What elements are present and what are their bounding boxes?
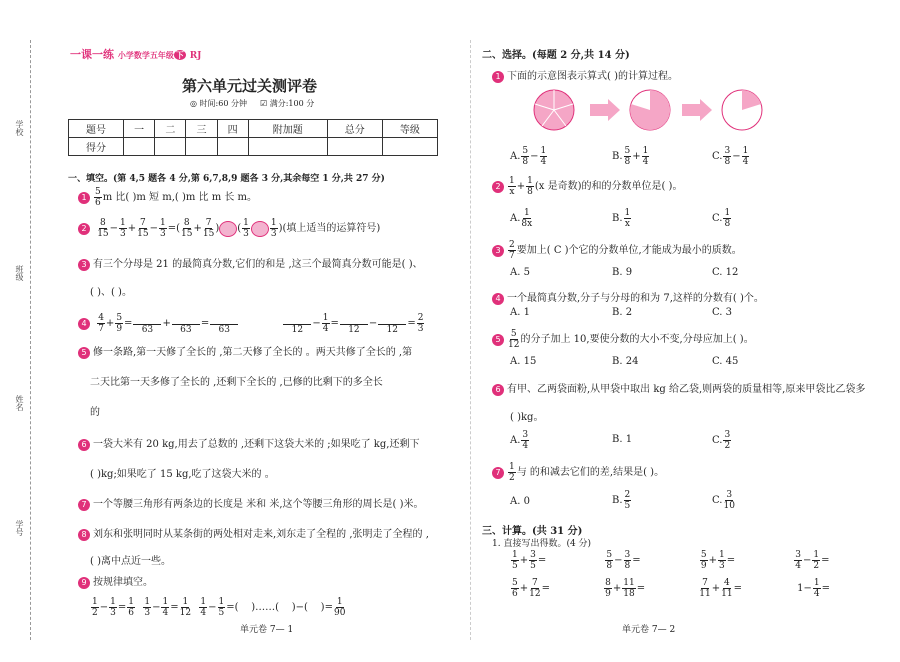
q3: 3 有三个分母是 21 的最简真分数,它们的和是 ,这三个最简真分数可能是( )、	[78, 255, 423, 271]
pie-diagram	[530, 88, 770, 134]
r-q7-opt-a: A. 0	[510, 496, 530, 507]
calc-row-2: $\frac{5}{6}$ + $\frac{7}{12}$ = $\frac{8}{9}$ + $\frac{11}{18}$ = $\frac{7}{11}$ + $\frac{4}{11}$ = 1− $\frac{1}{4}$ =	[512, 578, 831, 599]
r-q5-opt-b: B. 24	[612, 356, 639, 367]
r-q4: 4 一个最简真分数,分子与分母的和为 7,这样的分数有( )个。	[492, 289, 764, 305]
q5: 5 修一条路,第一天修了全长的 ,第二天修了全长的 。两天共修了全长的 ,第	[78, 343, 412, 359]
arrow-icon	[682, 99, 712, 121]
r-q3-opt-c: C. 12	[712, 267, 739, 278]
r-q5: 5 $\frac{5}{12}$ 的分子加上 10,要使分数的大小不变,分母应加上( )。	[492, 329, 754, 350]
r-q6-b: ( )kg。	[510, 412, 544, 423]
r-q2: 2 $\frac{1}{x}$ + $\frac{1}{8}$ (x 是奇数)的和的分数单位是( )。	[492, 176, 682, 197]
page-divider	[470, 40, 471, 640]
q9-sequence: $\frac{1}{2}$ − $\frac{1}{3}$ = $\frac{1}{6}$ $\frac{1}{3}$ − $\frac{1}{4}$ = $\frac{1}{12}$ $\frac{1}{4}$ − $\frac{1}{5}$ =( )……( )−( )= $\frac{1}{90}$	[92, 597, 346, 618]
q4: 4 $\frac{4}{7}$ + $\frac{5}{9}$ = 63 + 63 = 63 12 − $\frac{1}{4}$ = 12 − 12 = $\frac{2}{3}$	[78, 312, 425, 335]
r-q2-opt-c: C. $\frac{1}{8}$	[712, 208, 731, 229]
r-q6: 6 有甲、乙两袋面粉,从甲袋中取出 kg 给乙袋,则两袋的质量相等,原来甲袋比乙袋多	[492, 380, 865, 396]
brand-logo: 一课一练 小学数学五年级 下 RJ	[70, 48, 202, 61]
r-q3-opt-a: A. 5	[510, 267, 530, 278]
q1: 1 $\frac{5}{6}$ m 比( )m 短 m,( )m 比 m 长 m。	[78, 187, 257, 208]
pie-3	[722, 90, 762, 130]
r-q4-opt-a: A. 1	[510, 307, 530, 318]
school-label: 学校	[15, 120, 24, 136]
r-q1-opt-c: C. $\frac{3}{8}$ − $\frac{1}{4}$	[712, 146, 749, 167]
calc-row-1: $\frac{1}{5}$ + $\frac{3}{5}$ = $\frac{5}{8}$ − $\frac{3}{8}$ = $\frac{5}{9}$ + $\frac{1}{3}$ = $\frac{3}{4}$ − $\frac{1}{2}$ =	[512, 550, 830, 571]
r-q7-opt-c: C. $\frac{3}{10}$	[712, 490, 735, 511]
right-footer: 单元卷 7— 2	[622, 625, 676, 635]
r-q5-opt-c: C. 45	[712, 356, 739, 367]
name-label: 姓名	[15, 395, 24, 411]
q9: 9 按规律填空。	[78, 573, 153, 589]
section-1-title: 一、填空。(第 4,5 题各 4 分,第 6,7,8,9 题各 3 分,其余每空 1 分,共 27 分)	[68, 174, 385, 184]
q2: 2 $\frac{8}{15}$ − $\frac{1}{3}$ + $\frac{7}{15}$ − $\frac{1}{3}$ =( $\frac{8}{15}$ + $\frac{7}{15}$ ) ( $\frac{1}{3}$ $\frac{1}{3}$ )(填上适当的运算符号)	[78, 218, 380, 239]
r-q1-opt-b: B. $\frac{5}{8}$ + $\frac{1}{4}$	[612, 146, 649, 167]
q5-c: 的	[90, 407, 100, 418]
r-q6-opt-c: C. $\frac{3}{2}$	[712, 430, 731, 451]
r-q3-opt-b: B. 9	[612, 267, 633, 278]
r-q6-opt-b: B. 1	[612, 434, 633, 445]
time-label: ◎ 时间:60 分钟	[190, 99, 247, 108]
left-footer: 单元卷 7— 1	[240, 625, 294, 635]
binding-line	[30, 40, 32, 640]
q7: 7 一个等腰三角形有两条边的长度是 米和 米,这个等腰三角形的周长是( )米。	[78, 495, 424, 511]
id-label: 学号	[15, 520, 24, 536]
arrow-icon	[590, 99, 620, 121]
q6: 6 一袋大米有 20 kg,用去了总数的 ,还剩下这袋大米的 ;如果吃了 kg,还剩下	[78, 435, 419, 451]
r-q3: 3 $\frac{2}{7}$ 要加上( C )个它的分数单位,才能成为最小的质数。	[492, 240, 742, 261]
r-q6-opt-a: A. $\frac{3}{4}$	[510, 430, 529, 451]
r-q2-opt-b: B. $\frac{1}{x}$	[612, 208, 631, 229]
q8-b: ( )离中点近一些。	[90, 556, 171, 567]
section-2-title: 二、选择。(每题 2 分,共 14 分)	[482, 50, 630, 61]
pie-1	[534, 90, 574, 130]
score-label: ☑ 满分:100 分	[260, 99, 315, 108]
r-q4-opt-c: C. 3	[712, 307, 733, 318]
q8: 8 刘东和张明同时从某条街的两处相对走来,刘东走了全程的 ,张明走了全程的 ,	[78, 525, 429, 541]
calc-1-title: 1. 直接写出得数。(4 分)	[492, 539, 592, 549]
r-q1-opt-a: A. $\frac{5}{8}$ − $\frac{1}{4}$	[510, 146, 547, 167]
pie-2	[630, 90, 670, 130]
q6-b: ( )kg;如果吃了 15 kg,吃了这袋大米的 。	[90, 469, 275, 480]
r-q7-opt-b: B. $\frac{2}{5}$	[612, 490, 631, 511]
r-q5-opt-a: A. 15	[510, 356, 537, 367]
r-q7: 7 $\frac{1}{2}$ 与 的和减去它们的差,结果是( )。	[492, 462, 664, 483]
r-q2-opt-a: A. $\frac{1}{8x}$	[510, 208, 533, 229]
r-q1: 1 下面的示意图表示算式( )的计算过程。	[492, 67, 678, 83]
class-label: 班级	[15, 265, 24, 281]
section-3-title: 三、计算。(共 31 分)	[482, 526, 583, 537]
q5-b: 二天比第一天多修了全长的 ,还剩下全长的 ,已修的比剩下的多全长	[90, 377, 383, 388]
page-title: 第六单元过关测评卷	[182, 77, 318, 95]
q3-cont: ( )、( )。	[90, 287, 132, 298]
r-q4-opt-b: B. 2	[612, 307, 633, 318]
score-table: 题号 一 二 三 四 附加题 总分 等级 得分	[68, 119, 438, 156]
